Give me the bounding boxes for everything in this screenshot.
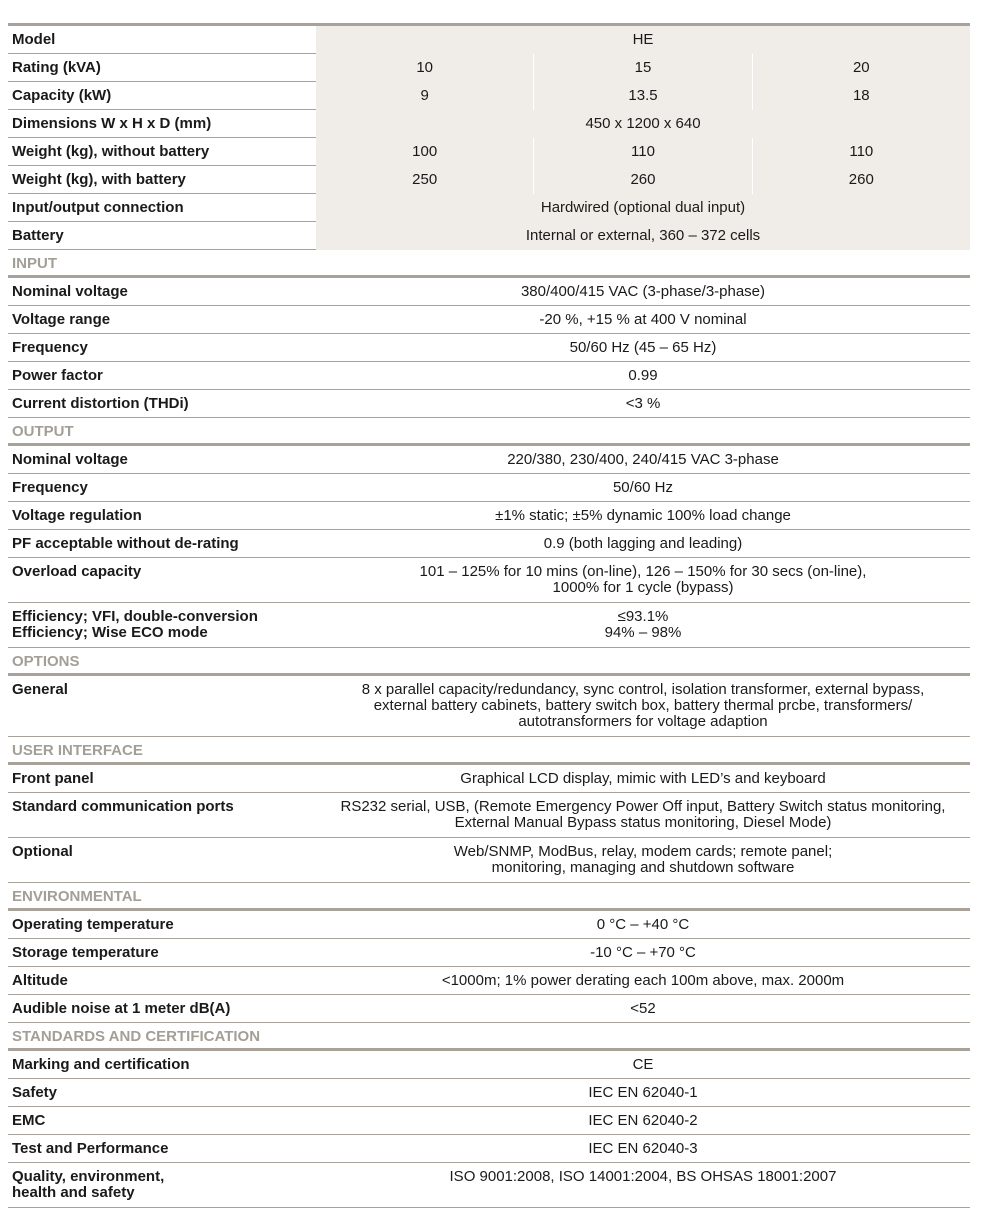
row-value: 260 [752, 166, 970, 194]
row-label: Storage temperature [12, 943, 159, 961]
row-value: 20 [752, 54, 970, 82]
row-optional [8, 838, 970, 883]
row-label: Battery [12, 226, 64, 244]
row-operating-temperature [8, 911, 970, 939]
row-value-line: External Manual Bypass status monitoring, Diesel Mode) [454, 814, 832, 831]
row-io-connection [8, 194, 970, 222]
row-label: Audible noise at 1 meter dB(A) [12, 999, 231, 1017]
row-label: Capacity (kW) [12, 86, 112, 104]
row-label: Nominal voltage [12, 282, 128, 300]
row-value: -20 %, +15 % at 400 V nominal [539, 310, 747, 328]
row-value: 0.99 [628, 366, 658, 384]
row-value-line: autotransformers for voltage adaption [518, 713, 768, 730]
row-label: EMC [12, 1111, 46, 1129]
row-label: Model [12, 30, 56, 48]
row-value: -10 °C – +70 °C [590, 943, 696, 961]
row-label: Test and Performance [12, 1139, 169, 1157]
row-output-voltage-regulation [8, 502, 970, 530]
row-input-voltage-range [8, 306, 970, 334]
row-value [316, 682, 970, 730]
row-value: 250 [412, 170, 438, 188]
row-value [316, 799, 970, 831]
row-storage-temperature [8, 939, 970, 967]
row-label: Safety [12, 1083, 58, 1101]
section-heading-input: INPUT [8, 250, 970, 278]
row-value: 18 [752, 82, 970, 110]
row-options-general [8, 676, 970, 737]
row-value: ISO 9001:2008, ISO 14001:2004, BS OHSAS 18001:2007 [449, 1168, 837, 1185]
row-label-line: health and safety [12, 1184, 135, 1201]
row-label: Dimensions W x H x D (mm) [12, 114, 212, 132]
row-comm-ports [8, 793, 970, 838]
row-label: General [12, 681, 68, 698]
row-label: Power factor [12, 366, 103, 384]
row-value: 110 [533, 138, 751, 166]
row-value: 450 x 1200 x 640 [585, 114, 701, 132]
row-value: 100 [412, 142, 438, 160]
row-test-performance [8, 1135, 970, 1163]
section-heading-standards: STANDARDS AND CERTIFICATION [8, 1023, 970, 1051]
row-value: <52 [630, 999, 656, 1017]
row-label [8, 609, 316, 641]
row-safety [8, 1079, 970, 1107]
row-value-line: RS232 serial, USB, (Remote Emergency Power Off input, Battery Switch status monitoring, [340, 798, 946, 815]
row-capacity [8, 82, 970, 110]
row-dimensions [8, 110, 970, 138]
row-value: ±1% static; ±5% dynamic 100% load change [495, 506, 791, 524]
row-value [316, 844, 970, 876]
row-model [8, 26, 970, 54]
row-value: 380/400/415 VAC (3-phase/3-phase) [520, 282, 766, 300]
row-label: Weight (kg), with battery [12, 170, 186, 188]
row-value: 50/60 Hz [612, 478, 674, 496]
row-value [316, 564, 970, 596]
row-label: Frequency [12, 338, 88, 356]
row-input-nominal-voltage [8, 278, 970, 306]
row-value: Hardwired (optional dual input) [540, 198, 746, 216]
row-value: 260 [533, 166, 751, 194]
row-value-line: 94% – 98% [604, 624, 682, 641]
row-value: IEC EN 62040-2 [588, 1111, 698, 1129]
row-value: <3 % [625, 394, 661, 412]
row-value: IEC EN 62040-3 [588, 1139, 698, 1157]
row-value-line: external battery cabinets, battery switch box, battery thermal prcbe, transformers/ [373, 697, 913, 714]
row-label [8, 1169, 316, 1201]
row-value: Internal or external, 360 – 372 cells [525, 226, 761, 244]
row-marking [8, 1051, 970, 1079]
spec-sheet [8, 23, 970, 1208]
row-front-panel [8, 765, 970, 793]
row-value-line: monitoring, managing and shutdown software [491, 859, 795, 876]
row-label: Current distortion (THDi) [12, 394, 189, 412]
row-label: Marking and certification [12, 1055, 190, 1073]
row-label: PF acceptable without de-rating [12, 534, 239, 552]
row-value: 15 [533, 54, 751, 82]
row-label-line: Efficiency; Wise ECO mode [12, 624, 208, 641]
row-label: Nominal voltage [12, 450, 128, 468]
row-output-overload [8, 558, 970, 603]
row-value-line: 101 – 125% for 10 mins (on-line), 126 – 150% for 30 secs (on-line), [419, 563, 867, 580]
row-value: 50/60 Hz (45 – 65 Hz) [569, 338, 717, 356]
row-label: Weight (kg), without battery [12, 142, 210, 160]
row-value: 110 [752, 138, 970, 166]
row-label-line: Quality, environment, [12, 1168, 165, 1185]
row-output-pf-acceptable [8, 530, 970, 558]
row-quality [8, 1163, 970, 1208]
row-value: CE [632, 1055, 654, 1073]
row-audible-noise [8, 995, 970, 1023]
row-value: 0.9 (both lagging and leading) [543, 534, 743, 552]
section-heading-environmental: ENVIRONMENTAL [8, 883, 970, 911]
row-label: Front panel [12, 769, 94, 787]
row-weight-without-battery [8, 138, 970, 166]
row-value-line: 8 x parallel capacity/redundancy, sync control, isolation transformer, external bypass, [361, 681, 925, 698]
row-label: Overload capacity [12, 563, 142, 580]
row-altitude [8, 967, 970, 995]
row-value-line: Web/SNMP, ModBus, relay, modem cards; remote panel; [453, 843, 833, 860]
row-input-current-distortion [8, 390, 970, 418]
row-label: Rating (kVA) [12, 58, 101, 76]
row-input-frequency [8, 334, 970, 362]
row-output-efficiency [8, 603, 970, 648]
row-label: Optional [12, 843, 73, 860]
row-label: Operating temperature [12, 915, 174, 933]
row-label: Standard communication ports [12, 798, 234, 815]
section-heading-options: OPTIONS [8, 648, 970, 676]
row-weight-with-battery [8, 166, 970, 194]
row-input-power-factor [8, 362, 970, 390]
row-value: 0 °C – +40 °C [596, 915, 690, 933]
row-value: <1000m; 1% power derating each 100m above, max. 2000m [441, 971, 845, 989]
row-value: IEC EN 62040-1 [588, 1083, 698, 1101]
row-output-frequency [8, 474, 970, 502]
row-value [316, 609, 970, 641]
row-value-line: ≤93.1% [617, 608, 669, 625]
row-label: Altitude [12, 971, 68, 989]
row-output-nominal-voltage [8, 446, 970, 474]
row-value: Graphical LCD display, mimic with LED’s and keyboard [460, 769, 826, 787]
row-value: 220/380, 230/400, 240/415 VAC 3-phase [507, 450, 779, 468]
row-label: Frequency [12, 478, 88, 496]
row-rating [8, 54, 970, 82]
row-value: 9 [420, 86, 429, 104]
row-value: HE [632, 30, 654, 48]
row-label-line: Efficiency; VFI, double-conversion [12, 608, 258, 625]
row-battery [8, 222, 970, 250]
section-heading-user-interface: USER INTERFACE [8, 737, 970, 765]
row-value: 10 [416, 58, 433, 76]
row-value-line: 1000% for 1 cycle (bypass) [552, 579, 734, 596]
row-value: 13.5 [533, 82, 751, 110]
row-label: Input/output connection [12, 198, 184, 216]
section-heading-output: OUTPUT [8, 418, 970, 446]
row-emc [8, 1107, 970, 1135]
row-label: Voltage regulation [12, 506, 142, 524]
row-label: Voltage range [12, 310, 111, 328]
